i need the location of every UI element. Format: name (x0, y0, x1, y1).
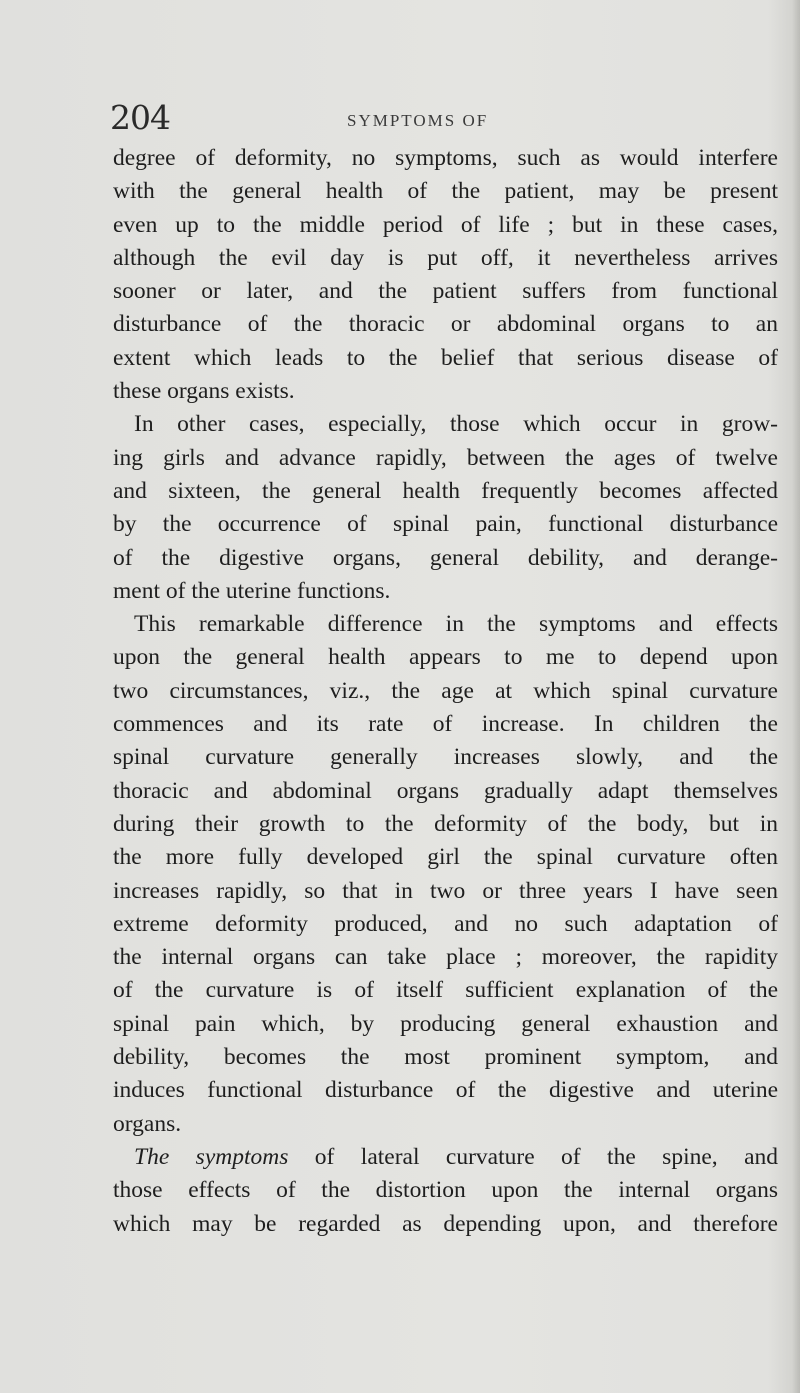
text-line: although the evil day is put off, it nevertheless arrives (113, 244, 778, 271)
paragraph-start-line: This remarkable difference in the symptoms and effects (134, 611, 778, 638)
text-line: degree of deformity, no symptoms, such as would interfere (113, 145, 778, 171)
running-head (0, 96, 800, 140)
text-line: of the digestive organs, general debility, and derange- (113, 544, 778, 571)
text-line: two circumstances, viz., the age at which spinal curvature (113, 677, 778, 704)
page-edge-shadow (792, 0, 800, 1393)
text-line: upon the general health appears to me to depend upon (113, 644, 778, 671)
text-line: spinal curvature generally increases slowly, and the (113, 744, 778, 771)
text-line: and sixteen, the general health frequently becomes affected (113, 477, 778, 504)
text-line: which may be regarded as depending upon, and therefore (113, 1210, 778, 1237)
text-run: of lateral curvature of the spine, and (288, 1143, 778, 1170)
text-line: spinal pain which, by producing general exhaustion and (113, 1010, 778, 1037)
text-line: commences and its rate of increase. In children the (113, 711, 778, 738)
text-line: increases rapidly, so that in two or three years I have seen (113, 877, 778, 904)
text-line: the internal organs can take place ; moreover, the rapidity (113, 944, 778, 971)
paragraph-start-line: In other cases, especially, those which occur in grow- (134, 411, 778, 438)
text-line: ment of the uterine functions. (113, 577, 391, 604)
text-line: thoracic and abdominal organs gradually adapt themselves (113, 777, 778, 804)
text-line: disturbance of the thoracic or abdominal organs to an (113, 311, 778, 338)
running-title: SYMPTOMS OF (347, 111, 489, 130)
italic-lead: The symptoms (134, 1143, 289, 1170)
text-line: sooner or later, and the patient suffers from functional (113, 278, 778, 305)
text-line: these organs exists. (113, 378, 295, 405)
text-line: extent which leads to the belief that serious disease of (113, 344, 778, 371)
text-line: organs. (113, 1110, 182, 1137)
text-line: during their growth to the deformity of the body, but in (113, 810, 778, 837)
paragraph-start-line (113, 1141, 778, 1174)
text-line: debility, becomes the most prominent symptom, and (113, 1044, 778, 1071)
text-line: induces functional disturbance of the digestive and uterine (113, 1077, 778, 1104)
text-line: ing girls and advance rapidly, between the ages of twelve (113, 444, 778, 471)
text-line: with the general health of the patient, may be present (113, 178, 778, 205)
body-text (113, 142, 778, 1241)
text-line: by the occurrence of spinal pain, functional disturbance (113, 511, 778, 538)
text-line: extreme deformity produced, and no such adaptation of (113, 910, 778, 937)
text-line: even up to the middle period of life ; but in these cases, (113, 211, 778, 238)
text-line: those effects of the distortion upon the internal organs (113, 1177, 778, 1204)
text-line: the more fully developed girl the spinal curvature often (113, 844, 778, 871)
page-number: 204 (110, 98, 170, 137)
text-line: of the curvature is of itself sufficient explanation of the (113, 977, 778, 1004)
